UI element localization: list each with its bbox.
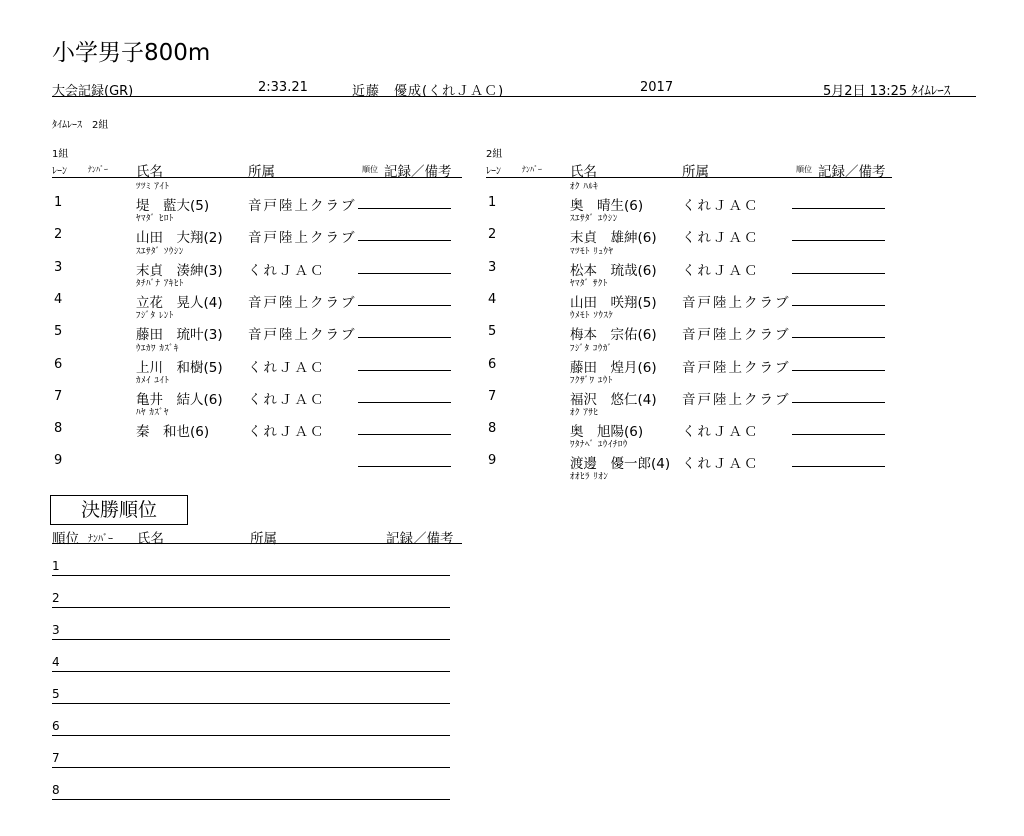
number-header: ﾅﾝﾊﾞｰ [88, 165, 108, 174]
entry-name: 亀井 結人(6) [136, 391, 223, 408]
entry-name: 奥 旭陽(6) [570, 424, 644, 441]
team-header: 所属 [248, 164, 275, 180]
entry-team: 音戸陸上クラブ [682, 359, 791, 376]
entry-name: 山田 大翔(2) [136, 230, 223, 247]
entry-name: 上川 和樹(5) [136, 359, 223, 376]
entry-team: くれＪＡＣ [682, 198, 760, 214]
entry-kana: ｽｴｻﾀﾞ ｿｳｼﾝ [136, 246, 184, 257]
record-time: 2:33.21 [258, 80, 308, 95]
rank-header: 順位 [362, 165, 378, 174]
entry-kana: ﾔﾏﾀﾞ ｻｸﾄ [570, 278, 608, 289]
record-year: 2017 [640, 80, 674, 95]
entry-kana: ﾊﾔ ｶｽﾞﾔ [136, 408, 169, 419]
entry-lane: 2 [54, 227, 63, 243]
entry-team: くれＪＡＣ [248, 262, 326, 279]
record-blank[interactable] [792, 466, 885, 467]
heat-label: 2組 [486, 149, 503, 160]
entry-team: 音戸陸上クラブ [682, 327, 791, 344]
entry-name: 奥 晴生(6) [570, 198, 644, 214]
entry-kana: ﾌｸｻﾞﾜ ﾕｳﾄ [570, 375, 613, 386]
final-rank: 5 [52, 687, 60, 701]
final-rank: 2 [52, 591, 60, 605]
entry-name: 藤田 煌月(6) [570, 359, 657, 376]
entry-name: 堤 藍大(5) [136, 198, 210, 214]
record-blank[interactable] [792, 208, 885, 209]
entry-kana: ｳﾒﾓﾄ ｿｳｽｹ [570, 311, 614, 322]
record-underline [52, 96, 976, 97]
final-row-line[interactable] [52, 703, 450, 704]
final-row-line[interactable] [52, 639, 450, 640]
entry-kana: ﾀﾁﾊﾞﾅ ｱｷﾋﾄ [136, 278, 184, 289]
record-datetime: 5月2日 13:25 ﾀｲﾑﾚｰｽ [823, 84, 951, 99]
entry-team: 音戸陸上クラブ [248, 294, 357, 311]
entry-lane: 4 [488, 291, 497, 307]
entry-name: 松本 琉哉(6) [570, 262, 657, 279]
record-blank[interactable] [792, 240, 885, 241]
record-blank[interactable] [792, 434, 885, 435]
record-blank[interactable] [358, 370, 451, 371]
entry-kana: ｵｵﾋﾗ ﾘｵﾝ [570, 472, 609, 483]
record-blank[interactable] [358, 208, 451, 209]
entry-team: くれＪＡＣ [248, 391, 326, 408]
entry-name: 山田 咲翔(5) [570, 294, 657, 311]
entry-lane: 6 [488, 356, 497, 372]
entry-lane: 7 [54, 388, 63, 404]
final-row-line[interactable] [52, 671, 450, 672]
entry-kana: ﾂﾂﾐ ｱｲﾄ [136, 182, 170, 192]
entry-team: 音戸陸上クラブ [248, 327, 357, 344]
entry-kana: ﾌｼﾞﾀ ﾚﾝﾄ [136, 311, 174, 322]
entry-name: 秦 和也(6) [136, 424, 210, 441]
heat-header-underline [52, 177, 462, 178]
final-rank: 8 [52, 783, 60, 797]
lane-header: ﾚｰﾝ [486, 166, 501, 177]
final-rank: 6 [52, 719, 60, 733]
record-blank[interactable] [792, 337, 885, 338]
team-header: 所属 [682, 164, 709, 180]
final-rank: 1 [52, 559, 60, 573]
record-blank[interactable] [358, 466, 451, 467]
heat-label: 1組 [52, 149, 69, 160]
entry-lane: 3 [54, 259, 63, 275]
final-header-underline [52, 543, 462, 544]
record-blank[interactable] [792, 402, 885, 403]
race-info: ﾀｲﾑﾚｰｽ 2組 [52, 120, 109, 131]
entry-kana: ﾜﾀﾅﾍﾞ ﾕｳｲﾁﾛｳ [570, 440, 628, 451]
entry-lane: 6 [54, 356, 63, 372]
entry-name: 藤田 琉叶(3) [136, 327, 223, 344]
entry-lane: 3 [488, 259, 497, 275]
entry-kana: ﾌｼﾞﾀ ｺｳｶﾞ [570, 343, 613, 354]
record-blank[interactable] [358, 402, 451, 403]
record-blank[interactable] [792, 305, 885, 306]
entry-team: 音戸陸上クラブ [248, 198, 357, 214]
record-holder: 近藤 優成(くれＪＡＣ) [352, 84, 505, 99]
entry-kana: ｽｴｻﾀﾞ ﾕｳｼﾝ [570, 214, 618, 225]
entry-lane: 1 [488, 195, 497, 210]
entry-name: 末貞 湊紳(3) [136, 262, 223, 279]
final-rank-header: 順位 [52, 531, 79, 547]
entry-lane: 9 [488, 453, 497, 469]
lane-header: ﾚｰﾝ [52, 166, 67, 177]
entry-team: くれＪＡＣ [248, 424, 326, 441]
entry-team: くれＪＡＣ [682, 262, 760, 279]
entry-kana: ｳｴｶﾜ ｶｽﾞｷ [136, 343, 179, 354]
final-row-line[interactable] [52, 735, 450, 736]
entry-team: 音戸陸上クラブ [682, 294, 791, 311]
record-header: 記録／備考 [384, 164, 452, 180]
final-rank: 4 [52, 655, 60, 669]
entry-team: くれＪＡＣ [682, 456, 760, 473]
entry-name: 福沢 悠仁(4) [570, 391, 657, 408]
number-header: ﾅﾝﾊﾞｰ [522, 165, 542, 174]
final-record-header: 記録／備考 [386, 531, 454, 547]
rank-header: 順位 [796, 165, 812, 174]
record-blank[interactable] [792, 273, 885, 274]
final-row-line[interactable] [52, 799, 450, 800]
entry-lane: 8 [488, 421, 497, 437]
entry-team: 音戸陸上クラブ [682, 391, 791, 408]
final-row-line[interactable] [52, 575, 450, 576]
final-row-line[interactable] [52, 607, 450, 608]
entry-kana: ｵｸ ﾊﾙｷ [570, 182, 599, 192]
entry-kana: ﾔﾏﾀﾞ ﾋﾛﾄ [136, 214, 174, 225]
record-blank[interactable] [358, 337, 451, 338]
heat-header-underline [486, 177, 892, 178]
entry-name: 末貞 雄紳(6) [570, 230, 657, 247]
entry-team: くれＪＡＣ [248, 359, 326, 376]
entry-name: 梅本 宗佑(6) [570, 327, 657, 344]
entry-team: 音戸陸上クラブ [248, 230, 357, 247]
entry-lane: 5 [54, 324, 63, 340]
entry-lane: 1 [54, 195, 63, 210]
entry-name: 渡邊 優一郎(4) [570, 456, 671, 473]
entry-name: 立花 晃人(4) [136, 294, 223, 311]
final-rank: 7 [52, 751, 60, 765]
final-rank: 3 [52, 623, 60, 637]
entry-kana: ｶﾒｲ ﾕｲﾄ [136, 375, 170, 386]
entry-lane: 9 [54, 453, 63, 469]
entry-lane: 4 [54, 291, 63, 307]
name-header: 氏名 [570, 164, 597, 180]
record-blank[interactable] [358, 434, 451, 435]
record-header: 記録／備考 [818, 164, 886, 180]
final-name-header: 氏名 [137, 531, 164, 547]
final-heading: 決勝順位 [50, 495, 188, 525]
entry-lane: 7 [488, 388, 497, 404]
final-row-line[interactable] [52, 767, 450, 768]
name-header: 氏名 [136, 164, 163, 180]
entry-lane: 8 [54, 421, 63, 437]
entry-kana: ｵｸ ｱｻﾋ [570, 408, 599, 419]
entry-lane: 5 [488, 324, 497, 340]
page-title: 小学男子800m [52, 40, 211, 66]
final-number-header: ﾅﾝﾊﾞｰ [88, 534, 113, 545]
entry-lane: 2 [488, 227, 497, 243]
record-blank[interactable] [358, 240, 451, 241]
record-blank[interactable] [792, 370, 885, 371]
record-blank[interactable] [358, 305, 451, 306]
entry-team: くれＪＡＣ [682, 230, 760, 247]
record-blank[interactable] [358, 273, 451, 274]
final-team-header: 所属 [250, 531, 277, 547]
record-label: 大会記録(GR) [52, 84, 134, 99]
entry-team: くれＪＡＣ [682, 424, 760, 441]
entry-kana: ﾏﾂﾓﾄ ﾘｭｳﾔ [570, 246, 614, 257]
